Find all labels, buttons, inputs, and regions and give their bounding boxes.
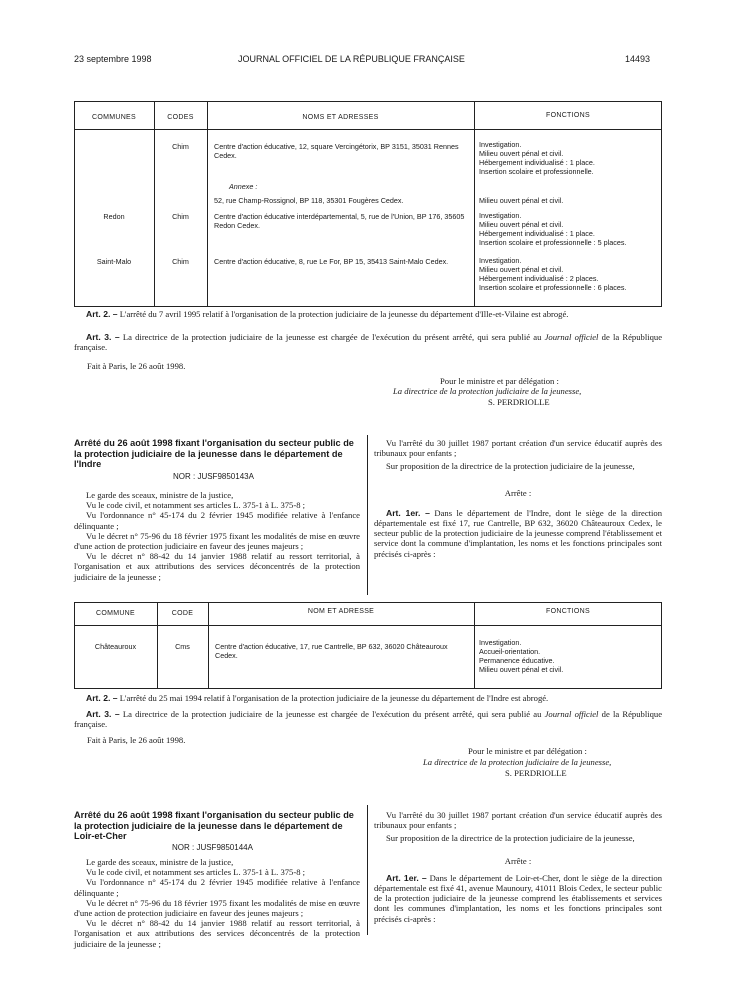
article-text: La directrice de la protection judiciaire de la jeunesse est chargée de l'exécution du présent arrêté, qui sera publié au: [122, 332, 542, 342]
function-item: Investigation.: [479, 211, 522, 220]
header-rule: [74, 129, 662, 130]
arrete-title: Arrêté du 26 août 1998 fixant l'organisation du secteur public de la protection judiciaire de la jeunesse dans le département de Loir-et-Cher: [74, 810, 354, 842]
annexe-address: 52, rue Champ-Rossignol, BP 118, 35301 Fougères Cedex.: [214, 196, 404, 205]
function-item: Milieu ouvert pénal et civil.: [479, 665, 564, 674]
row-functions: [479, 638, 661, 674]
article-3: [74, 332, 662, 352]
visa-paragraph: Vu l'ordonnance n° 45-174 du 2 février 1945 modifiée relative à l'enfance délinquante ;: [74, 877, 360, 898]
column-header-commune: COMMUNE: [95, 610, 136, 617]
article-label: Art. 2. –: [86, 309, 118, 319]
function-item: Hébergement individualisé : 2 places.: [479, 274, 599, 283]
visa-paragraph: Vu le décret n° 75-96 du 18 février 1975 fixant les modalités de mise en œuvre d'une action de protection judiciaire en faveur des jeunes majeurs ;: [74, 897, 360, 919]
function-item: Investigation.: [479, 140, 522, 149]
article-label: Art. 3. –: [86, 709, 120, 719]
function-item: Permanence éducative.: [479, 656, 555, 665]
table-indre: [74, 602, 662, 689]
function-item: Hébergement individualisé : 1 place.: [479, 229, 595, 238]
article-text-end: de la République française.: [74, 709, 663, 730]
row-functions: [479, 211, 661, 247]
function-item: Hébergement individualisé : 1 place.: [479, 158, 595, 167]
visas-right-column: [374, 810, 662, 924]
header-date: 23 septembre 1998: [74, 54, 152, 64]
column-header-fonctions: FONCTIONS: [546, 112, 590, 119]
row-commune: Châteauroux: [94, 642, 137, 651]
table-border-left: [74, 101, 75, 306]
row-code: Chim: [172, 257, 189, 266]
visa-paragraph: Sur proposition de la directrice de la protection judiciaire de la jeunesse,: [386, 833, 635, 844]
visas-left-column: [74, 857, 360, 949]
article-text: L'arrêté du 7 avril 1995 relatif à l'organisation de la protection judiciaire de la jeunesse du département d'Ille-et-Vilaine est abrogé.: [119, 309, 569, 319]
column-header-code: CODE: [171, 610, 194, 617]
function-item: Milieu ouvert pénal et civil.: [479, 220, 564, 229]
annexe-function: Milieu ouvert pénal et civil.: [479, 196, 564, 205]
article-label: Art. 1er. –: [386, 872, 427, 883]
function-item: Insertion scolaire et professionnelle : 6 places.: [479, 283, 627, 292]
visa-paragraph: Vu le décret n° 88-42 du 14 janvier 1988 relatif au ressort territorial, à l'organisation et aux attributions des services déconcentrés de la protection judiciaire de la jeunesse ;: [74, 918, 360, 949]
row-functions: [479, 256, 661, 292]
article-1: [374, 873, 662, 924]
visa-paragraph: Vu l'arrêté du 30 juillet 1987 portant création d'un service éducatif auprès des tribunaux pour enfants ;: [374, 810, 662, 831]
header-rule: [74, 625, 662, 626]
article-text: L'arrêté du 25 mai 1994 relatif à l'organisation de la protection judiciaire de la jeunesse du département de l'Indre est abrogé.: [119, 693, 549, 703]
row-address: Centre d'action éducative, 17, rue Cantrelle, BP 632, 36020 Châteauroux Cedex.: [215, 642, 448, 660]
nor-reference: NOR : JUSF9850143A: [173, 472, 254, 481]
column-header-noms-adresses: NOMS ET ADRESSES: [302, 114, 379, 121]
signature-delegation: Pour le ministre et par délégation :: [440, 376, 559, 386]
visa-paragraph: Vu le décret n° 75-96 du 18 février 1975 fixant les modalités de mise en œuvre d'une action de protection judiciaire en faveur des jeunes majeurs ;: [74, 530, 360, 552]
column-separator: [367, 805, 368, 935]
article-2: [74, 693, 662, 703]
visa-paragraph: Vu le code civil, et notamment ses articles L. 375-1 à L. 375-8 ;: [86, 867, 306, 878]
column-divider: [474, 101, 475, 306]
function-item: Insertion scolaire et professionnelle.: [479, 167, 594, 176]
row-commune: Redon: [103, 212, 125, 221]
header-journal-title: JOURNAL OFFICIEL DE LA RÉPUBLIQUE FRANÇAISE: [238, 54, 465, 64]
article-text: Dans le département de Loir-et-Cher, dont le siège de la direction départementale est fixé 41, avenue Maunoury, 41011 Blois Cedex, le secteur public de la protection judiciaire de la jeunesse comprend les établissements et services dont les communes d'implantation, les noms et les fonctions principales sont précisés ci-après :: [374, 872, 663, 924]
function-item: Investigation.: [479, 256, 522, 265]
article-label: Art. 3. –: [86, 332, 120, 342]
function-item: Investigation.: [479, 638, 522, 647]
row-address: Centre d'action éducative interdépartemental, 5, rue de l'Union, BP 176, 35605 Redon Cedex.: [214, 212, 465, 230]
fait-a-paris: Fait à Paris, le 26 août 1998.: [87, 361, 186, 371]
visas-right-column: [374, 438, 662, 559]
row-code: Cms: [175, 642, 190, 651]
visa-paragraph: Vu l'ordonnance n° 45-174 du 2 février 1945 modifiée relative à l'enfance délinquante ;: [74, 510, 360, 531]
article-text: Dans le département de l'Indre, dont le siège de la direction départementale est fixé 17, rue Cantrelle, BP 632, 36020 Châteauroux Cedex, le secteur public de la protection judiciaire de la jeunesse comprend l'établissement et service dont la commune d'implantation, les noms et les fonctions principales sont précisés ci-après :: [374, 507, 662, 559]
visa-paragraph: Vu le code civil, et notamment ses articles L. 375-1 à L. 375-8 ;: [86, 500, 306, 511]
column-header-nom-adresse: NOM ET ADRESSE: [307, 608, 375, 615]
function-item: Accueil-orientation.: [479, 647, 541, 656]
column-header-communes: COMMUNES: [91, 114, 136, 121]
article-label: Art. 1er. –: [386, 507, 430, 518]
row-address: Centre d'action éducative, 8, rue Le For, BP 15, 35413 Saint-Malo Cedex.: [214, 257, 449, 266]
visa-paragraph: Le garde des sceaux, ministre de la justice,: [86, 857, 234, 867]
table-bottom-rule: [74, 306, 662, 307]
article-text-end: de la République française.: [74, 332, 663, 353]
arrete-word: Arrête :: [504, 855, 532, 866]
journal-word: Journal: [544, 332, 572, 342]
signature-title: La directrice de la protection judiciaire de la jeunesse,: [423, 757, 612, 767]
nor-reference: NOR : JUSF9850144A: [172, 843, 253, 852]
officiel-word: officiel: [574, 332, 599, 342]
visa-paragraph: Vu le décret n° 88-42 du 14 janvier 1988 relatif au ressort territorial, à l'organisation et aux attributions des services déconcentrés de la protection judiciaire de la jeunesse ;: [74, 551, 360, 582]
table-top-rule: [74, 602, 662, 603]
column-divider: [207, 101, 208, 306]
visas-left-column: [74, 490, 360, 582]
column-header-fonctions: FONCTIONS: [546, 608, 590, 615]
arrete-word: Arrête :: [504, 487, 532, 498]
table-border-right: [661, 101, 662, 306]
visa-paragraph: Vu l'arrêté du 30 juillet 1987 portant création d'un service éducatif auprès des tribunaux pour enfants ;: [374, 438, 662, 459]
signature-delegation: Pour le ministre et par délégation :: [468, 746, 587, 756]
table-ille-et-vilaine: [74, 101, 662, 307]
row-code: Chim: [172, 212, 189, 221]
article-3: [74, 709, 662, 729]
row-commune: Saint-Malo: [96, 257, 132, 266]
column-separator: [367, 435, 368, 595]
header-page-number: 14493: [625, 54, 651, 64]
arrete-title: Arrêté du 26 août 1998 fixant l'organisation du secteur public de la protection judiciaire de la jeunesse dans le département de l'Indre: [74, 438, 354, 470]
function-item: Milieu ouvert pénal et civil.: [479, 265, 564, 274]
officiel-word: officiel: [574, 709, 599, 719]
function-item: Milieu ouvert pénal et civil.: [479, 149, 564, 158]
signature-name: S. PERDRIOLLE: [488, 397, 550, 407]
function-item: Insertion scolaire et professionnelle : 5 places.: [479, 238, 627, 247]
article-label: Art. 2. –: [86, 693, 118, 703]
article-text: La directrice de la protection judiciaire de la jeunesse est chargée de l'exécution du présent arrêté, qui sera publié au: [122, 709, 542, 719]
annexe-label: Annexe :: [229, 182, 258, 191]
journal-word: Journal: [544, 709, 572, 719]
visa-paragraph: Le garde des sceaux, ministre de la justice,: [86, 490, 234, 500]
column-header-codes: CODES: [167, 114, 194, 121]
row-address: Centre d'action éducative, 12, square Vercingétorix, BP 3151, 35031 Rennes Cedex.: [214, 142, 459, 160]
column-divider: [154, 101, 155, 306]
row-code: Chim: [172, 142, 189, 151]
visa-paragraph: Sur proposition de la directrice de la protection judiciaire de la jeunesse,: [386, 461, 635, 472]
row-functions: [479, 140, 661, 176]
article-1: [374, 508, 662, 559]
table-top-rule: [74, 101, 662, 102]
signature-name: S. PERDRIOLLE: [505, 768, 567, 778]
signature-title: La directrice de la protection judiciaire de la jeunesse,: [393, 386, 582, 396]
table-bottom-rule: [74, 688, 662, 689]
article-2: [74, 309, 662, 319]
fait-a-paris: Fait à Paris, le 26 août 1998.: [87, 735, 186, 745]
